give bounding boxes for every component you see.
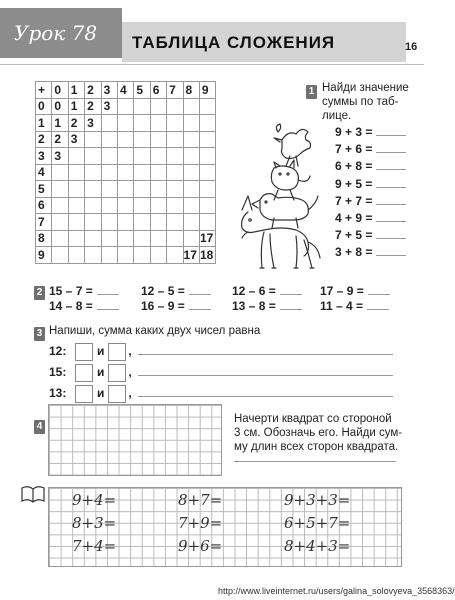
task-1-exercises bbox=[335, 124, 406, 262]
table-cell bbox=[117, 98, 133, 115]
comma: , bbox=[128, 365, 132, 379]
table-cell bbox=[167, 247, 183, 264]
table-cell bbox=[199, 98, 215, 115]
table-cell bbox=[167, 148, 183, 165]
table-cell: 6 bbox=[150, 82, 166, 99]
table-header-row bbox=[36, 82, 216, 99]
table-cell: 0 bbox=[52, 98, 68, 115]
exercise-text: 4 + 9 = bbox=[335, 210, 373, 225]
table-cell bbox=[52, 214, 68, 231]
exercise-text: 3 + 8 = bbox=[335, 245, 373, 260]
exercise-item bbox=[141, 298, 211, 313]
table-cell bbox=[134, 148, 150, 165]
table-cell bbox=[101, 230, 117, 247]
addend-box[interactable] bbox=[108, 364, 126, 382]
table-cell: 3 bbox=[101, 98, 117, 115]
table-cell bbox=[134, 181, 150, 198]
table-cell bbox=[85, 197, 101, 214]
task-4-badge: 4 bbox=[34, 420, 45, 434]
table-cell bbox=[52, 197, 68, 214]
table-cell: 3 bbox=[36, 148, 52, 165]
exercise-item bbox=[141, 283, 211, 298]
table-cell bbox=[101, 247, 117, 264]
table-cell bbox=[68, 214, 84, 231]
table-cell bbox=[199, 214, 215, 231]
page-title: ТАБЛИЦА СЛОЖЕНИЯ bbox=[132, 33, 336, 52]
table-cell bbox=[101, 214, 117, 231]
task-2-badge: 2 bbox=[34, 286, 45, 300]
table-cell: 3 bbox=[85, 115, 101, 132]
table-cell bbox=[134, 115, 150, 132]
table-row bbox=[36, 164, 216, 181]
table-cell bbox=[134, 98, 150, 115]
table-cell bbox=[199, 148, 215, 165]
answer-line[interactable] bbox=[138, 384, 393, 397]
answer-blank[interactable] bbox=[97, 298, 119, 310]
exercise-item bbox=[335, 193, 406, 210]
table-cell bbox=[167, 164, 183, 181]
table-cell bbox=[167, 131, 183, 148]
exercise-item bbox=[335, 176, 406, 193]
table-cell bbox=[199, 164, 215, 181]
table-cell bbox=[52, 181, 68, 198]
table-cell bbox=[183, 164, 199, 181]
table-cell bbox=[134, 197, 150, 214]
table-cell bbox=[68, 148, 84, 165]
table-cell bbox=[117, 247, 133, 264]
table-cell: 0 bbox=[52, 82, 68, 99]
table-cell bbox=[183, 131, 199, 148]
table-cell bbox=[134, 247, 150, 264]
table-cell bbox=[68, 247, 84, 264]
homework-exercise: 7+9= bbox=[178, 514, 223, 532]
answer-blank[interactable] bbox=[368, 283, 390, 295]
table-cell bbox=[150, 230, 166, 247]
table-cell: 2 bbox=[85, 82, 101, 99]
task-4-text-line: 3 см. Обозначь его. Найди сум- bbox=[234, 427, 403, 439]
exercise-text: 14 – 8 = bbox=[49, 299, 93, 313]
comma: , bbox=[128, 344, 132, 358]
table-cell bbox=[150, 115, 166, 132]
table-cell bbox=[85, 247, 101, 264]
table-cell bbox=[150, 148, 166, 165]
table-cell bbox=[167, 197, 183, 214]
animals-illustration bbox=[234, 118, 324, 278]
table-cell bbox=[101, 164, 117, 181]
task-4-text-line: Начерти квадрат со стороной bbox=[234, 413, 392, 425]
table-cell bbox=[183, 197, 199, 214]
table-cell bbox=[134, 131, 150, 148]
table-row bbox=[36, 214, 216, 231]
table-cell bbox=[117, 197, 133, 214]
table-cell: 8 bbox=[183, 82, 199, 99]
table-row bbox=[36, 230, 216, 247]
table-cell bbox=[167, 181, 183, 198]
table-cell bbox=[150, 247, 166, 264]
conjunction: и bbox=[97, 386, 105, 400]
table-cell bbox=[134, 230, 150, 247]
open-book-icon bbox=[20, 484, 46, 504]
exercise-item bbox=[335, 124, 406, 141]
table-cell: 9 bbox=[199, 82, 215, 99]
sum-item bbox=[49, 363, 404, 382]
exercise-text: 9 + 5 = bbox=[335, 176, 373, 191]
homework-exercise: 9+6= bbox=[178, 537, 223, 555]
answer-blank[interactable] bbox=[376, 193, 406, 205]
exercise-item bbox=[335, 244, 406, 261]
table-cell: 4 bbox=[117, 82, 133, 99]
addition-table bbox=[35, 81, 216, 264]
table-cell: 3 bbox=[52, 148, 68, 165]
table-cell: 2 bbox=[52, 131, 68, 148]
table-cell: 3 bbox=[101, 82, 117, 99]
table-cell bbox=[52, 247, 68, 264]
table-cell bbox=[68, 197, 84, 214]
homework-exercise: 9+3+3= bbox=[284, 491, 351, 509]
table-cell: 17 bbox=[199, 230, 215, 247]
table-cell: 2 bbox=[85, 98, 101, 115]
table-cell bbox=[52, 164, 68, 181]
homework-exercise: 8+7= bbox=[178, 491, 223, 509]
table-cell bbox=[117, 164, 133, 181]
answer-blank[interactable] bbox=[376, 210, 406, 222]
homework-exercise: 6+5+7= bbox=[284, 514, 351, 532]
header-divider bbox=[0, 64, 424, 65]
table-cell: 9 bbox=[36, 247, 52, 264]
table-cell: 8 bbox=[36, 230, 52, 247]
table-cell bbox=[150, 181, 166, 198]
addend-box[interactable] bbox=[108, 343, 126, 361]
homework-exercises bbox=[48, 487, 402, 567]
table-cell: 7 bbox=[36, 214, 52, 231]
table-cell bbox=[134, 214, 150, 231]
exercise-item bbox=[335, 227, 406, 244]
table-cell: 0 bbox=[36, 98, 52, 115]
exercise-item bbox=[335, 210, 406, 227]
table-cell bbox=[183, 230, 199, 247]
sum-label: 13: bbox=[49, 386, 67, 400]
table-cell: 1 bbox=[52, 115, 68, 132]
addend-box[interactable] bbox=[75, 343, 93, 361]
table-cell bbox=[101, 131, 117, 148]
table-cell: 5 bbox=[134, 82, 150, 99]
addend-box[interactable] bbox=[75, 385, 93, 403]
answer-blank[interactable] bbox=[376, 244, 406, 256]
answer-blank[interactable] bbox=[376, 124, 406, 136]
table-cell bbox=[117, 181, 133, 198]
sum-label: 12: bbox=[49, 344, 67, 358]
answer-blank[interactable] bbox=[97, 283, 119, 295]
comma: , bbox=[128, 386, 132, 400]
lesson-tab: Урок 78 bbox=[0, 8, 122, 58]
table-cell bbox=[199, 181, 215, 198]
table-row bbox=[36, 131, 216, 148]
table-cell bbox=[101, 181, 117, 198]
exercise-item bbox=[49, 283, 119, 298]
table-cell: + bbox=[36, 82, 52, 99]
exercise-text: 16 – 9 = bbox=[141, 299, 185, 313]
answer-blank[interactable] bbox=[189, 298, 211, 310]
table-cell bbox=[150, 214, 166, 231]
table-cell bbox=[199, 197, 215, 214]
task-1-text-line: лице. bbox=[322, 110, 352, 122]
table-cell: 2 bbox=[68, 115, 84, 132]
table-cell bbox=[117, 214, 133, 231]
table-cell bbox=[68, 164, 84, 181]
answer-blank[interactable] bbox=[280, 298, 302, 310]
table-cell bbox=[167, 115, 183, 132]
exercise-text: 7 + 6 = bbox=[335, 142, 373, 157]
answer-blank[interactable] bbox=[376, 158, 406, 170]
exercise-text: 17 – 9 = bbox=[320, 284, 364, 298]
table-cell: 5 bbox=[36, 181, 52, 198]
table-row bbox=[36, 197, 216, 214]
conjunction: и bbox=[97, 365, 105, 379]
table-cell bbox=[183, 148, 199, 165]
answer-line[interactable] bbox=[138, 342, 393, 355]
exercise-text: 7 + 7 = bbox=[335, 193, 373, 208]
homework-exercise: 9+4= bbox=[72, 491, 117, 509]
answer-blank[interactable] bbox=[376, 176, 406, 188]
exercise-text: 15 – 7 = bbox=[49, 284, 93, 298]
exercise-text: 12 – 5 = bbox=[141, 284, 185, 298]
table-cell bbox=[68, 230, 84, 247]
task-1-text-line: Найди значение bbox=[322, 82, 409, 94]
table-cell bbox=[52, 230, 68, 247]
page-number: 16 bbox=[405, 41, 418, 53]
table-cell: 7 bbox=[167, 82, 183, 99]
exercise-item bbox=[49, 298, 119, 313]
task-4-text bbox=[234, 412, 402, 454]
addend-box[interactable] bbox=[108, 385, 126, 403]
table-cell bbox=[85, 214, 101, 231]
homework-exercise: 8+3= bbox=[72, 514, 117, 532]
table-cell bbox=[85, 131, 101, 148]
sum-item bbox=[49, 342, 404, 361]
answer-blank[interactable] bbox=[367, 298, 389, 310]
exercise-item bbox=[232, 283, 302, 298]
exercise-text: 6 + 8 = bbox=[335, 159, 373, 174]
table-cell bbox=[117, 230, 133, 247]
table-cell: 4 bbox=[36, 164, 52, 181]
answer-blank[interactable] bbox=[376, 141, 406, 153]
table-cell bbox=[85, 230, 101, 247]
table-row bbox=[36, 98, 216, 115]
exercise-text: 9 + 3 = bbox=[335, 125, 373, 139]
table-cell bbox=[150, 98, 166, 115]
exercise-item bbox=[335, 158, 406, 175]
table-cell bbox=[101, 115, 117, 132]
table-cell bbox=[167, 214, 183, 231]
table-row bbox=[36, 181, 216, 198]
table-row bbox=[36, 115, 216, 132]
exercise-text: 12 – 6 = bbox=[232, 284, 276, 298]
table-cell: 1 bbox=[68, 98, 84, 115]
exercise-item bbox=[232, 298, 302, 313]
table-cell bbox=[183, 115, 199, 132]
table-cell bbox=[68, 181, 84, 198]
addend-box[interactable] bbox=[75, 364, 93, 382]
answer-line bbox=[234, 461, 396, 462]
table-cell: 2 bbox=[36, 131, 52, 148]
table-cell bbox=[150, 197, 166, 214]
table-cell bbox=[150, 131, 166, 148]
answer-blank[interactable] bbox=[189, 283, 211, 295]
exercise-item bbox=[335, 141, 406, 158]
task-4-text-line: му длин всех сторон квадрата. bbox=[234, 441, 399, 453]
answer-line[interactable] bbox=[138, 363, 393, 376]
table-row bbox=[36, 148, 216, 165]
table-cell bbox=[85, 181, 101, 198]
table-cell bbox=[167, 230, 183, 247]
footer-url: http://www.liveinternet.ru/users/galina_solovyeva_3568363/ bbox=[218, 586, 455, 596]
task-1-text bbox=[322, 81, 409, 123]
table-cell: 1 bbox=[36, 115, 52, 132]
table-cell: 3 bbox=[68, 131, 84, 148]
table-cell bbox=[117, 131, 133, 148]
drawing-grid bbox=[48, 404, 222, 476]
table-cell bbox=[199, 131, 215, 148]
table-cell bbox=[85, 164, 101, 181]
table-cell: 6 bbox=[36, 197, 52, 214]
table-cell bbox=[117, 115, 133, 132]
answer-blank[interactable] bbox=[376, 227, 406, 239]
homework-exercise: 8+4+3= bbox=[284, 537, 351, 555]
table-cell bbox=[134, 164, 150, 181]
exercise-text: 13 – 8 = bbox=[232, 299, 276, 313]
conjunction: и bbox=[97, 344, 105, 358]
homework-exercise: 7+4= bbox=[72, 537, 117, 555]
table-cell bbox=[150, 164, 166, 181]
table-cell bbox=[101, 197, 117, 214]
table-cell bbox=[85, 148, 101, 165]
sum-item bbox=[49, 384, 404, 403]
sum-label: 15: bbox=[49, 365, 67, 379]
task-3-text: Напиши, сумма каких двух чисел равна bbox=[49, 325, 261, 337]
table-cell: 1 bbox=[68, 82, 84, 99]
task-1-badge: 1 bbox=[306, 85, 317, 99]
exercise-text: 7 + 5 = bbox=[335, 228, 373, 243]
table-cell bbox=[183, 214, 199, 231]
table-cell bbox=[183, 181, 199, 198]
table-cell bbox=[183, 98, 199, 115]
task-1-text-line: суммы по таб- bbox=[322, 96, 399, 108]
exercise-item bbox=[320, 298, 389, 313]
task-3-badge: 3 bbox=[34, 327, 45, 341]
table-cell bbox=[101, 148, 117, 165]
table-cell: 18 bbox=[199, 247, 215, 264]
exercise-text: 11 – 4 = bbox=[320, 299, 364, 313]
answer-blank[interactable] bbox=[280, 283, 302, 295]
table-cell bbox=[167, 98, 183, 115]
table-cell bbox=[117, 148, 133, 165]
table-cell: 17 bbox=[183, 247, 199, 264]
table-cell bbox=[199, 115, 215, 132]
table-row bbox=[36, 247, 216, 264]
exercise-item bbox=[320, 283, 390, 298]
